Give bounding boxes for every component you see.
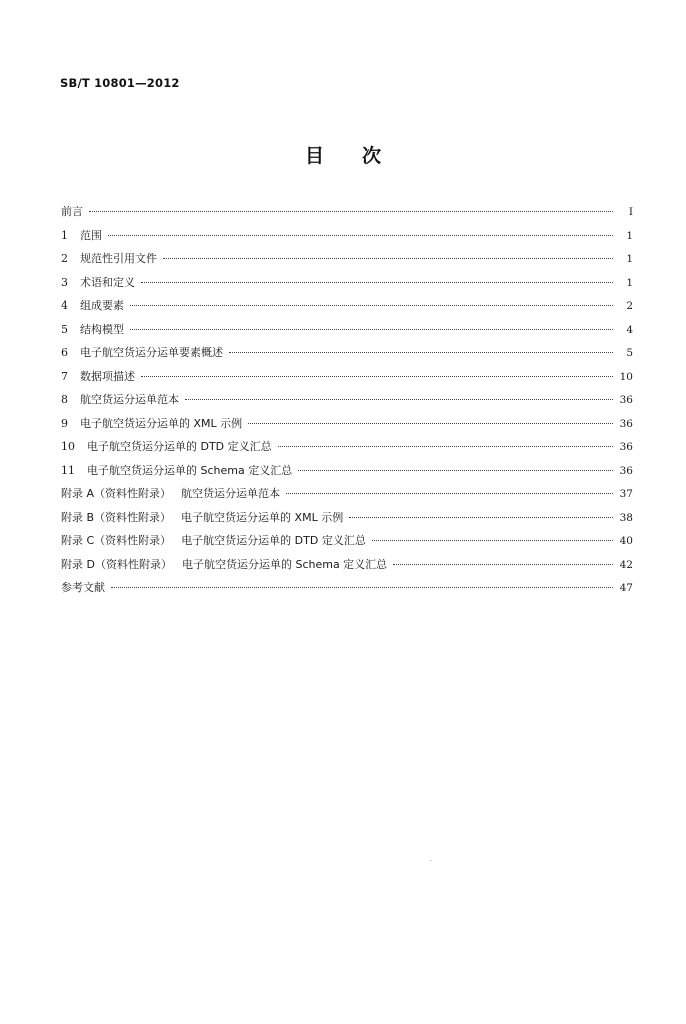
toc-entry-10[interactable] xyxy=(61,435,633,459)
toc-title xyxy=(0,141,686,168)
dot-leader xyxy=(141,282,613,283)
toc-entry-label: 前言 xyxy=(61,205,83,218)
dot-leader xyxy=(298,470,613,471)
standard-code: SB/T 10801—2012 xyxy=(60,76,180,90)
appendix-prefix: 附录 D（资料性附录） xyxy=(61,557,172,571)
toc-entry-label: 数据项描述 xyxy=(80,369,135,383)
toc-entry-page: 4 xyxy=(626,323,633,336)
toc-entry-label: 电子航空货运分运单的 XML 示例 xyxy=(181,510,344,524)
toc-entry-number: 8 xyxy=(61,393,68,406)
toc-entry-number: 4 xyxy=(61,299,68,312)
toc-entry-page: 47 xyxy=(619,582,633,594)
toc-entry-page: 36 xyxy=(619,417,633,430)
appendix-prefix: 附录 B（资料性附录） xyxy=(61,510,172,524)
appendix-prefix: 附录 A（资料性附录） xyxy=(61,487,172,500)
dot-leader xyxy=(163,258,613,259)
toc-entry-page: 1 xyxy=(626,253,633,265)
scan-artifact xyxy=(430,860,432,861)
dot-leader xyxy=(89,211,613,212)
appendix-prefix: 附录 C（资料性附录） xyxy=(61,534,172,547)
toc-entry-page: 36 xyxy=(619,394,633,406)
toc-entry-4[interactable] xyxy=(61,294,633,318)
dot-leader xyxy=(349,517,613,518)
toc-entry-number: 3 xyxy=(61,275,68,289)
toc-entry-9[interactable] xyxy=(61,412,633,436)
dot-leader xyxy=(111,587,613,588)
toc-entry-foreword[interactable] xyxy=(61,200,633,224)
toc-entry-1[interactable] xyxy=(61,224,633,248)
toc-entry-5[interactable] xyxy=(61,318,633,342)
toc-entry-bibliography[interactable] xyxy=(61,576,633,600)
toc-entry-number: 5 xyxy=(61,322,68,336)
toc-entry-appendix-a[interactable] xyxy=(61,482,633,506)
toc-entry-label: 电子航空货运分运单的 Schema 定义汇总 xyxy=(87,463,293,477)
toc-entry-label: 术语和定义 xyxy=(80,275,135,289)
toc-entry-page: 1 xyxy=(626,229,633,242)
toc-entry-7[interactable] xyxy=(61,365,633,389)
dot-leader xyxy=(130,329,613,330)
toc-entry-number: 6 xyxy=(61,346,68,359)
toc-entry-page: 42 xyxy=(619,558,633,571)
toc-entry-label: 参考文献 xyxy=(61,581,105,594)
toc-entry-label: 航空货运分运单范本 xyxy=(181,487,281,500)
toc-entry-label: 电子航空货运分运单的 DTD 定义汇总 xyxy=(87,440,272,453)
dot-leader xyxy=(185,399,613,400)
toc-entry-number: 9 xyxy=(61,416,68,430)
toc-entry-page: 5 xyxy=(626,347,633,359)
toc-entry-label: 电子航空货运分运单的 Schema 定义汇总 xyxy=(181,557,388,571)
toc-entry-page: I xyxy=(628,206,633,218)
toc-title-char-2: 次 xyxy=(362,145,382,167)
toc-entry-page: 1 xyxy=(626,276,633,289)
toc-entry-page: 40 xyxy=(619,535,633,547)
toc-entry-page: 36 xyxy=(619,464,633,477)
toc-title-char-1: 目 xyxy=(304,145,324,167)
toc-entry-label: 电子航空货运分运单要素概述 xyxy=(80,346,223,359)
toc-entry-page: 36 xyxy=(619,441,633,453)
toc-entry-3[interactable] xyxy=(61,271,633,295)
toc-entry-label: 电子航空货运分运单的 XML 示例 xyxy=(80,416,243,430)
dot-leader xyxy=(229,352,613,353)
toc-entry-page: 10 xyxy=(619,370,633,383)
dot-leader xyxy=(141,376,613,377)
toc-entry-label: 范围 xyxy=(80,228,102,242)
toc-entry-page: 37 xyxy=(619,488,633,500)
dot-leader xyxy=(278,446,613,447)
dot-leader xyxy=(130,305,613,306)
toc-entry-label: 规范性引用文件 xyxy=(80,252,157,265)
toc-entry-appendix-c[interactable] xyxy=(61,529,633,553)
toc-entry-appendix-b[interactable] xyxy=(61,506,633,530)
table-of-contents xyxy=(61,200,633,600)
toc-entry-number: 10 xyxy=(61,440,75,453)
toc-entry-2[interactable] xyxy=(61,247,633,271)
toc-entry-11[interactable] xyxy=(61,459,633,483)
toc-entry-label: 航空货运分运单范本 xyxy=(80,393,179,406)
toc-entry-appendix-d[interactable] xyxy=(61,553,633,577)
toc-entry-label: 组成要素 xyxy=(80,299,124,312)
dot-leader xyxy=(393,564,613,565)
toc-entry-8[interactable] xyxy=(61,388,633,412)
toc-entry-page: 38 xyxy=(619,511,633,524)
toc-entry-number: 7 xyxy=(61,369,68,383)
dot-leader xyxy=(248,423,613,424)
dot-leader xyxy=(372,540,613,541)
toc-entry-6[interactable] xyxy=(61,341,633,365)
toc-entry-number: 11 xyxy=(61,463,75,477)
toc-entry-label: 结构模型 xyxy=(80,322,124,336)
toc-entry-number: 1 xyxy=(61,228,68,242)
dot-leader xyxy=(108,235,613,236)
toc-entry-number: 2 xyxy=(61,252,68,265)
toc-entry-page: 2 xyxy=(626,300,633,312)
dot-leader xyxy=(286,493,613,494)
toc-entry-label: 电子航空货运分运单的 DTD 定义汇总 xyxy=(181,534,366,547)
